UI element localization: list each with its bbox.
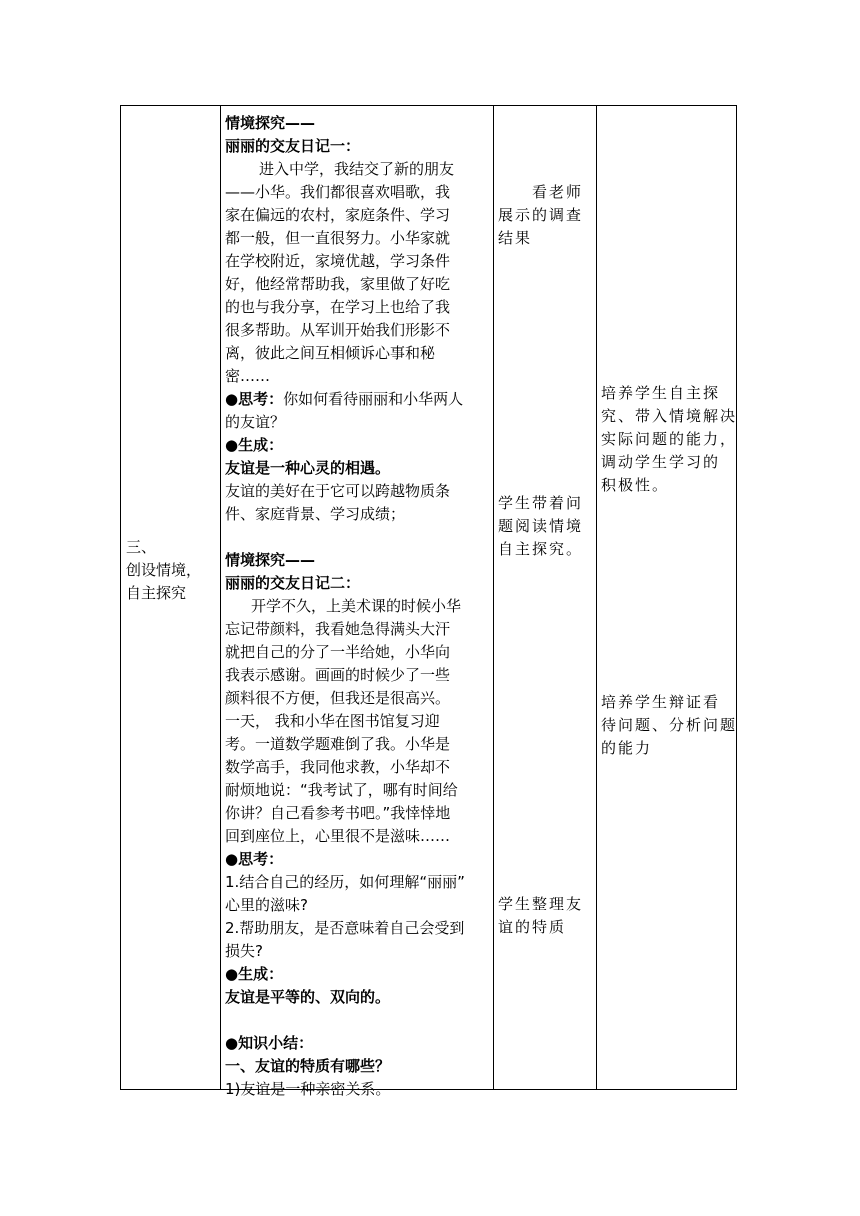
think1-text: 的友谊？ (225, 413, 286, 431)
intent-line: 待问题、分析问题 (601, 716, 738, 734)
think2-label: ●思考： (225, 850, 284, 868)
intent-block (601, 691, 738, 760)
summary-label: ●知识小结： (225, 1034, 314, 1052)
content-cell (225, 112, 491, 1101)
intent-line: 培养学生自主探 (601, 384, 721, 402)
diary2-line: 耐烦地说：“我考试了，哪有时间给 (225, 781, 458, 799)
think1-label: ●思考： (225, 390, 284, 408)
activity-block (498, 181, 594, 250)
intent-line: 究、带入情境解决 (601, 407, 738, 425)
activity-line: 自主探究。 (498, 540, 584, 558)
gen1-line: 件、家庭背景、学习成绩； (225, 505, 406, 523)
diary2-title: 丽丽的交友日记二： (225, 574, 361, 592)
diary2-line: 你讲？自己看参考书吧。”我悻悻地 (225, 804, 451, 822)
diary2-heading: 情境探究—— (225, 551, 316, 569)
diary1-title: 丽丽的交友日记一： (225, 137, 361, 155)
diary1-line: 好，他经常帮助我，家里做了好吃 (225, 275, 451, 293)
activity-block (498, 893, 594, 939)
intent-line: 的能力 (601, 739, 653, 757)
diary1-line: 家在偏远的农村，家庭条件、学习 (225, 206, 451, 224)
activity-line: 展示的调查 (498, 206, 584, 224)
gen1-conclusion: 友谊是一种心灵的相遇。 (225, 459, 391, 477)
diary1-line: 离，彼此之间互相倾诉心事和秘 (225, 344, 436, 362)
activity-block (498, 492, 594, 561)
activity-line: 结果 (498, 229, 533, 247)
diary2-line: 回到座位上，心里很不是滋味…… (225, 827, 451, 845)
lesson-table (120, 105, 738, 1098)
diary1-line: 的也与我分享，在学习上也给了我 (225, 298, 451, 316)
diary2-line: 我表示感谢。画画的时候少了一些 (225, 666, 451, 684)
diary2-line: 考。一道数学题难倒了我。小华是 (225, 735, 451, 753)
summary-question: 一、友谊的特质有哪些？ (225, 1057, 391, 1075)
activity-line: 学生带着问 (498, 494, 584, 512)
gen1-label: ●生成： (225, 436, 284, 454)
think2-line: 损失? (225, 942, 263, 960)
diary2-line: 一天， 我和小华在图书馆复习迎 (225, 712, 440, 730)
activity-line: 学生整理友 (498, 895, 584, 913)
column-divider (596, 106, 597, 1089)
stage-line: 自主探究 (126, 584, 187, 602)
column-divider (220, 106, 221, 1089)
diary2-line: 就把自己的分了一半给她，小华向 (225, 643, 451, 661)
diary1-line: 进入中学，我结交了新的朋友 (259, 160, 455, 178)
column-divider (493, 106, 494, 1089)
gen1-line: 友谊的美好在于它可以跨越物质条 (225, 482, 451, 500)
diary1-line: 很多帮助。从军训开始我们形影不 (225, 321, 451, 339)
diary2-line: 忘记带颜料，我看她急得满头大汗 (225, 620, 451, 638)
intent-line: 实际问题的能力， (601, 430, 738, 448)
diary1-line: 在学校附近，家境优越，学习条件 (225, 252, 451, 270)
think2-line: 心里的滋味? (225, 896, 308, 914)
activity-line: 看老师 (532, 183, 584, 201)
stage-cell (126, 536, 218, 605)
intent-line: 调动学生学习的 (601, 453, 721, 471)
think2-line: 2.帮助朋友，是否意味着自己会受到 (225, 919, 465, 937)
diary1-line: 密…… (225, 367, 271, 385)
intent-block (601, 382, 738, 497)
gen2-label: ●生成： (225, 965, 284, 983)
diary2-line: 数学高手，我同他求教，小华却不 (225, 758, 451, 776)
intent-line: 培养学生辩证看 (601, 693, 721, 711)
intent-line: 积极性。 (601, 476, 670, 494)
diary2-line: 颜料很不方便，但我还是很高兴。 (225, 689, 451, 707)
activity-line: 谊的特质 (498, 918, 567, 936)
diary1-heading: 情境探究—— (225, 114, 316, 132)
diary1-line: 都一般，但一直很努力。小华家就 (225, 229, 451, 247)
stage-line: 三、 (126, 538, 157, 556)
activity-line: 题阅读情境 (498, 517, 584, 535)
summary-item: 1)友谊是一种亲密关系。 (225, 1080, 391, 1098)
think1-text: 你如何看待丽丽和小华两人 (283, 390, 464, 408)
think2-line: 1.结合自己的经历，如何理解“丽丽” (225, 873, 465, 891)
stage-line: 创设情境， (126, 561, 202, 579)
diary1-line: ——小华。我们都很喜欢唱歌，我 (225, 183, 451, 201)
diary2-line: 开学不久，上美术课的时候小华 (251, 597, 462, 615)
gen2-conclusion: 友谊是平等的、双向的。 (225, 988, 391, 1006)
